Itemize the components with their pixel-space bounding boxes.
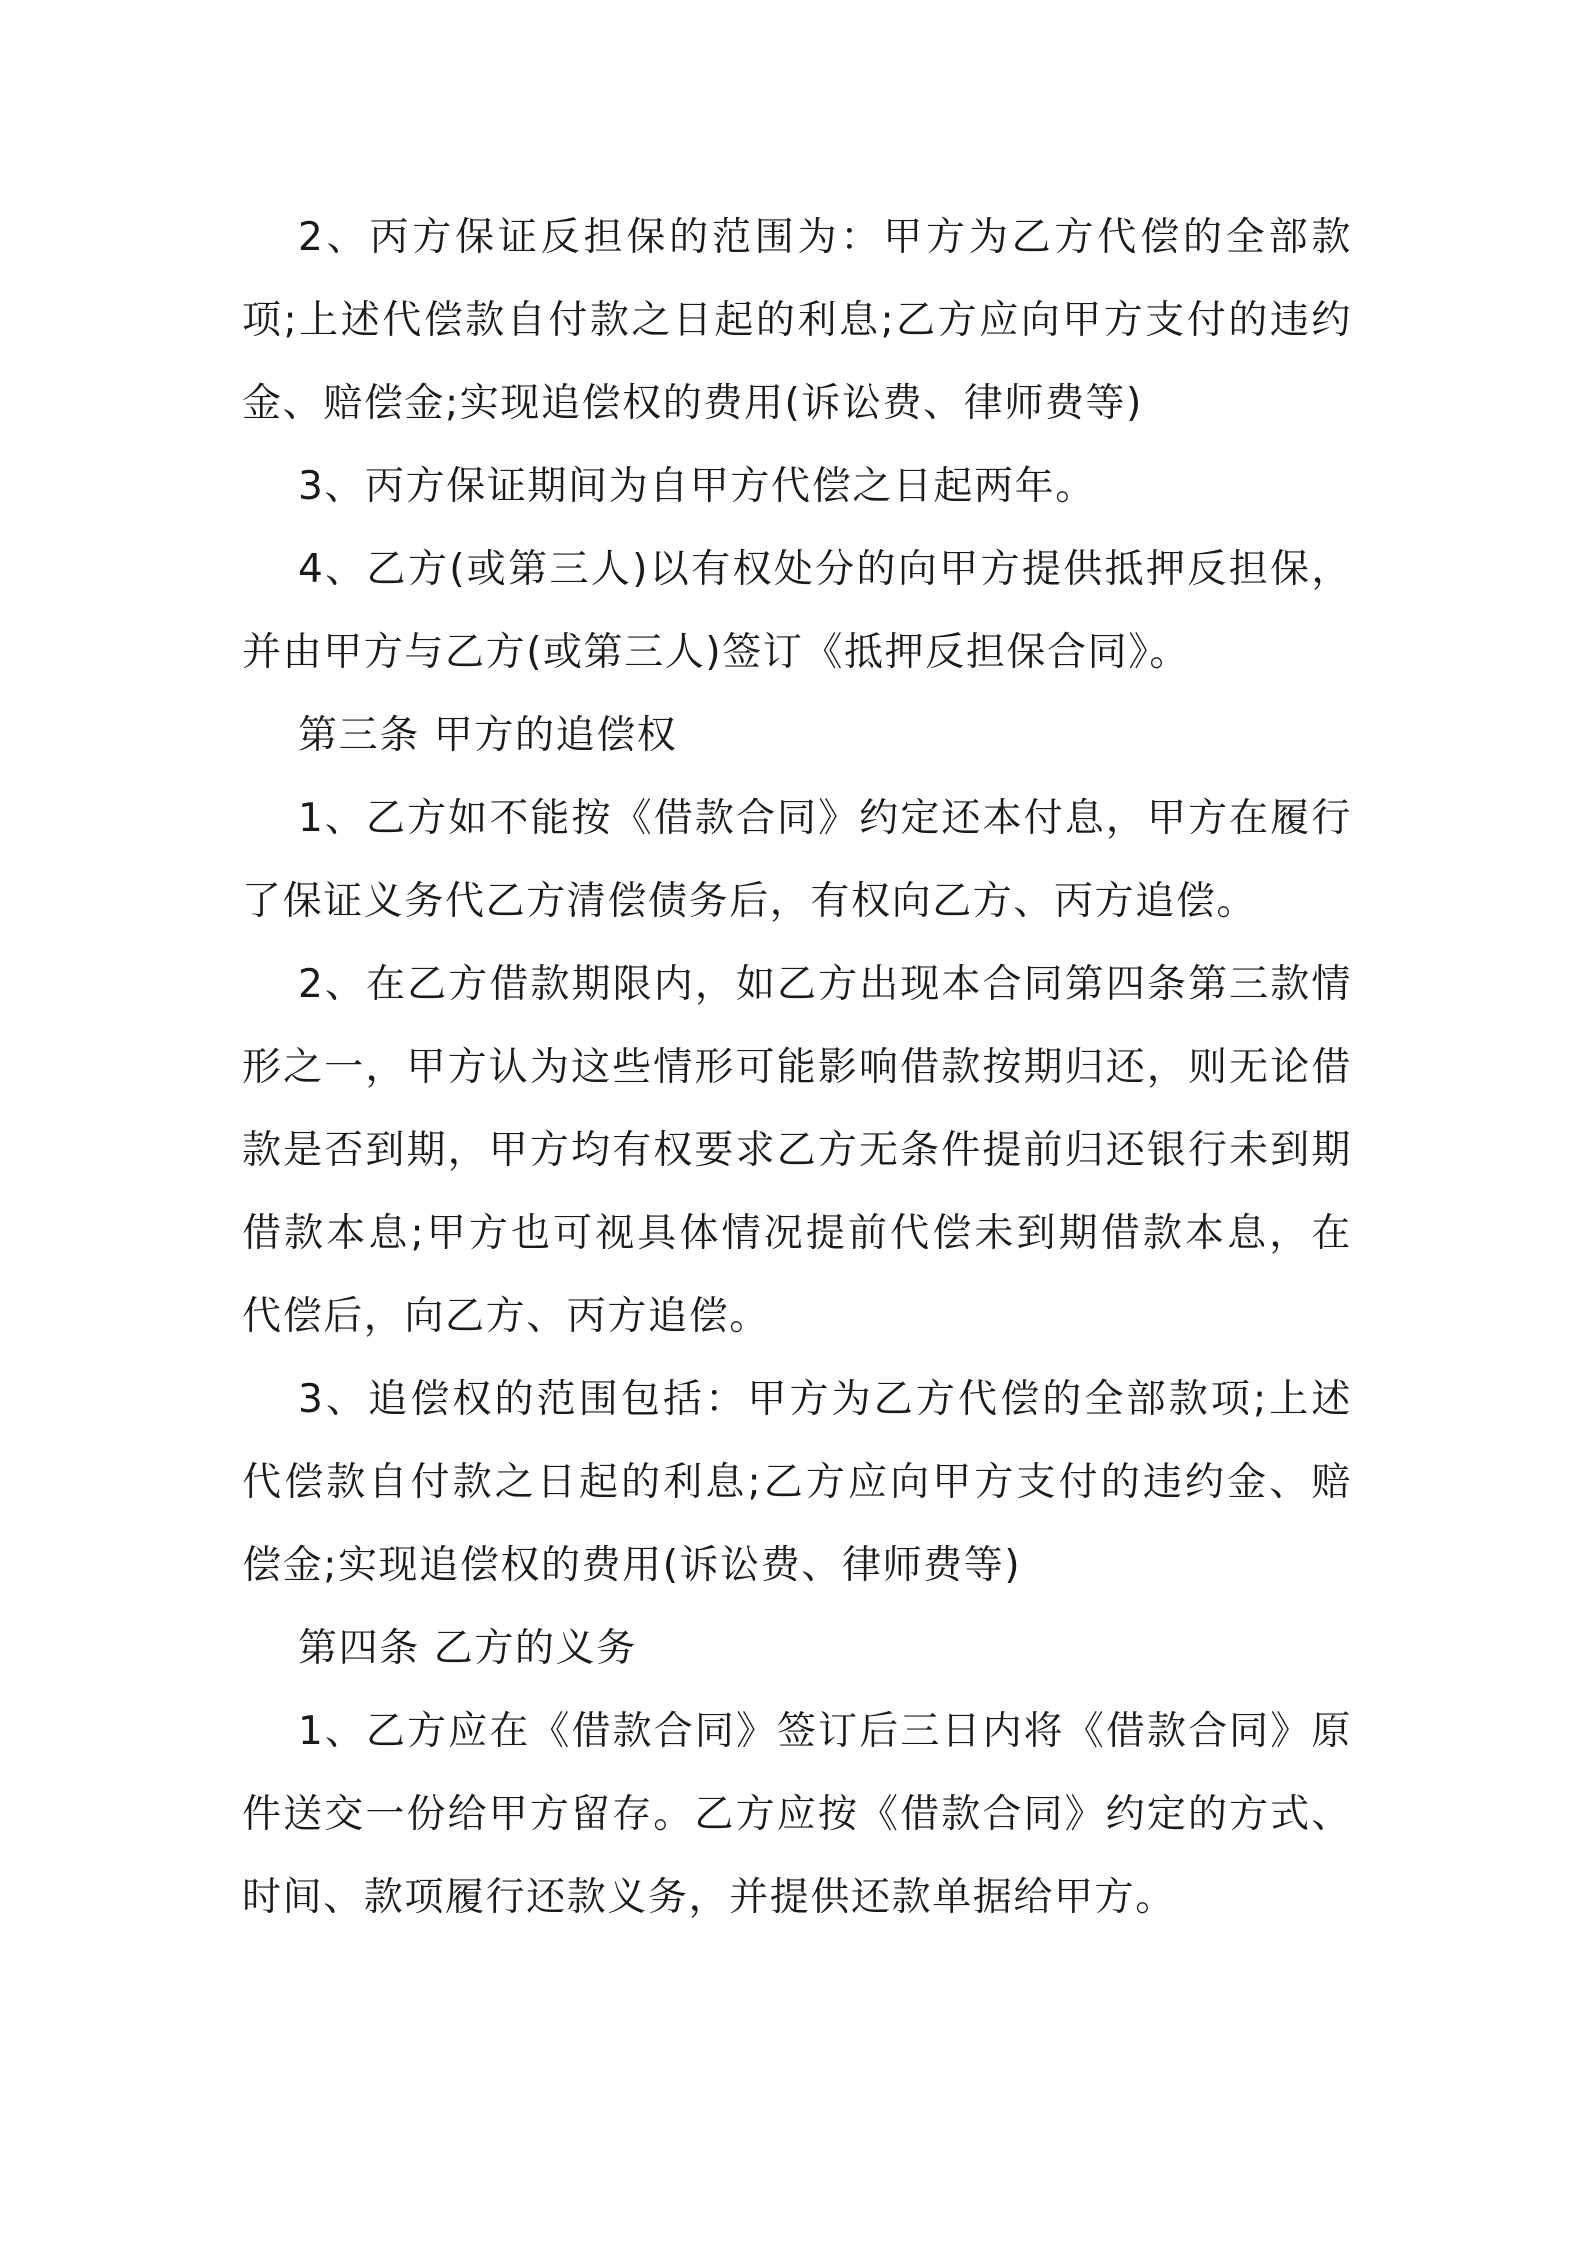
paragraph-recourse-right: 1、乙方如不能按《借款合同》约定还本付息，甲方在履行了保证义务代乙方清偿债务后，有权向乙方、丙方追偿。 (242, 796, 1352, 924)
paragraph-counter-guarantee-scope: 2、丙方保证反担保的范围为：甲方为乙方代偿的全部款项;上述代偿款自付款之日起的利息;乙方应向甲方支付的违约金、赔偿金;实现追偿权的费用(诉讼费、律师费等) (242, 215, 1352, 426)
paragraph-recourse-scope: 3、追偿权的范围包括：甲方为乙方代偿的全部款项;上述代偿款自付款之日起的利息;乙方应向甲方支付的违约金、赔偿金;实现追偿权的费用(诉讼费、律师费等) (242, 1377, 1352, 1588)
paragraph-mortgage-counter-guarantee: 4、乙方(或第三人)以有权处分的向甲方提供抵押反担保，并由甲方与乙方(或第三人)签订《抵押反担保合同》。 (242, 547, 1352, 675)
paragraph-party-b-obligations: 1、乙方应在《借款合同》签订后三日内将《借款合同》原件送交一份给甲方留存。乙方应按《借款合同》约定的方式、时间、款项履行还款义务，并提供还款单据给甲方。 (242, 1709, 1352, 1920)
document-body (242, 196, 1352, 1939)
paragraph-early-repayment: 2、在乙方借款期限内，如乙方出现本合同第四条第三款情形之一，甲方认为这些情形可能影响借款按期归还，则无论借款是否到期，甲方均有权要求乙方无条件提前归还银行未到期借款本息;甲方也可视具体情况提前代偿未到期借款本息，在代偿后，向乙方、丙方追偿。 (242, 962, 1352, 1339)
paragraph-guarantee-period: 3、丙方保证期间为自甲方代偿之日起两年。 (298, 464, 1096, 509)
article-3-heading: 第三条 甲方的追偿权 (298, 713, 678, 758)
article-4-heading: 第四条 乙方的义务 (298, 1626, 637, 1671)
